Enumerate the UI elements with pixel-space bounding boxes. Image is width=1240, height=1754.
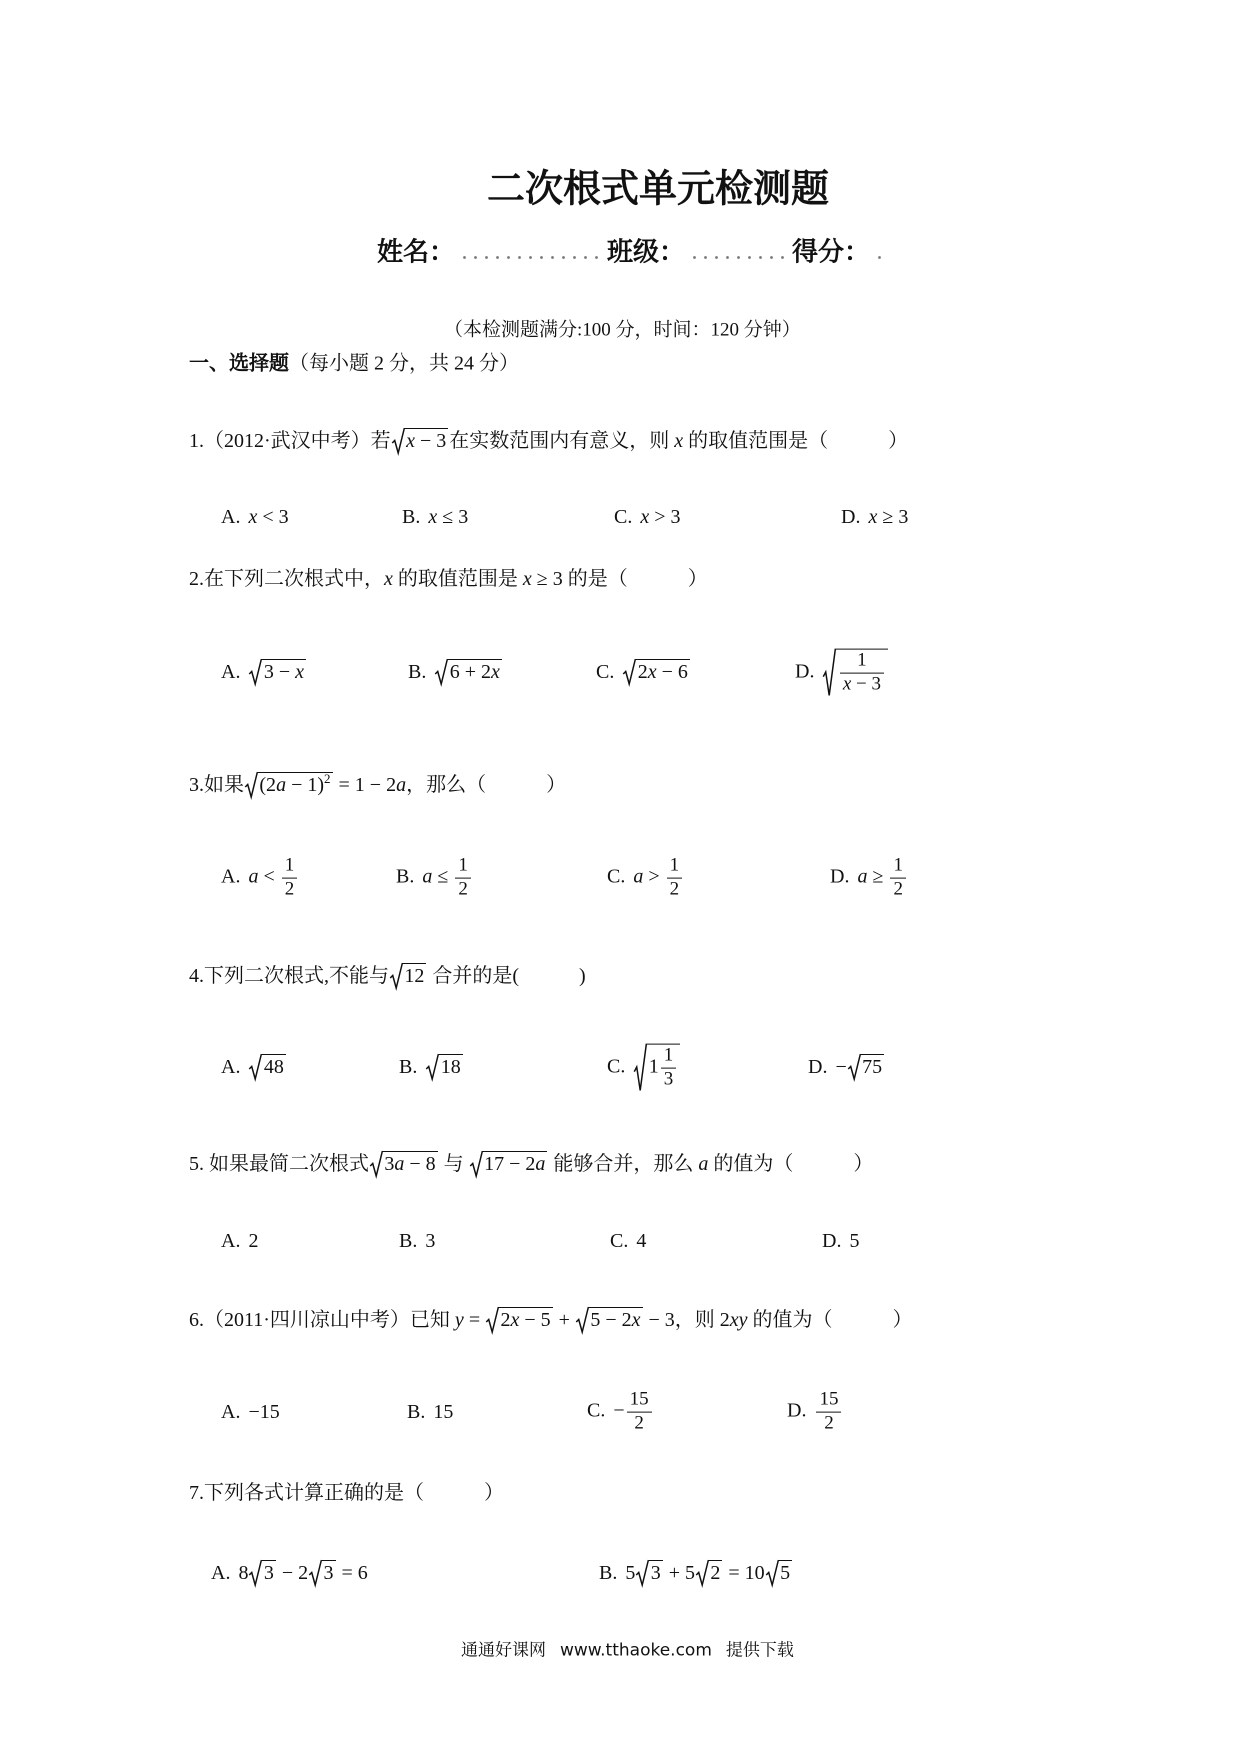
option-label: B.: [408, 661, 427, 683]
option-label: C.: [614, 506, 633, 528]
option-b: [399, 1228, 435, 1254]
math-text: −: [613, 1399, 625, 1422]
option-c: [607, 1044, 681, 1091]
option-b: [402, 504, 468, 530]
numerator: [282, 856, 298, 879]
option-b: [599, 1560, 793, 1586]
option-label: D.: [787, 1399, 807, 1422]
square-root: [426, 1054, 462, 1079]
math-text: = 1 − 2: [333, 774, 397, 796]
math-variable: x: [510, 1309, 520, 1331]
math-text: 2.在下列二次根式中，: [189, 568, 384, 590]
numerator: [816, 1390, 841, 1413]
radical-sign-icon: [245, 772, 257, 797]
option-expression: [857, 854, 907, 900]
option-expression: [425, 1230, 435, 1252]
square-root: [623, 659, 690, 684]
option-expression: [835, 1056, 885, 1078]
denominator: [667, 879, 683, 901]
math-text: 1: [893, 854, 903, 876]
footer-url: www.tthaoke.com: [560, 1640, 712, 1661]
option-label: B.: [396, 865, 415, 888]
name-label: 姓名：: [377, 237, 456, 267]
math-text: 能够合并，那么: [548, 1153, 699, 1175]
math-text: 1: [458, 854, 468, 876]
option-label: C.: [607, 1055, 626, 1078]
math-text: −15: [248, 1401, 280, 1423]
math-text: ≥ 3: [877, 506, 909, 528]
math-text: 7.下列各式计算正确的是（ ）: [189, 1482, 504, 1504]
radicand: [439, 1054, 463, 1079]
math-variable: a: [633, 865, 644, 888]
option-c: [610, 1228, 646, 1254]
math-variable: x: [295, 661, 305, 683]
option-expression: [434, 661, 503, 683]
math-variable: a: [396, 774, 407, 796]
radical-sign-icon: [470, 1151, 482, 1176]
math-text: 3 −: [263, 661, 296, 683]
square-root: [245, 772, 333, 797]
square-root: [309, 1560, 335, 1585]
square-root: [486, 1307, 553, 1332]
math-variable: x: [491, 661, 500, 683]
denominator: [627, 1413, 652, 1435]
math-text: 5: [849, 1230, 860, 1252]
math-text: < 3: [257, 506, 289, 528]
question-4-stem: [189, 963, 586, 989]
math-text: 2: [500, 1309, 511, 1331]
radical-sign-icon: [766, 1560, 778, 1585]
option-c: [607, 856, 684, 901]
option-c: [587, 1390, 654, 1435]
option-label: C.: [587, 1399, 606, 1422]
math-text: 2: [634, 1412, 644, 1434]
math-variable: x: [674, 430, 684, 452]
option-expression: [622, 661, 691, 683]
option-label: C.: [607, 865, 626, 888]
score-label: 得分：: [792, 237, 871, 267]
radicand: [262, 1054, 286, 1079]
option-label: D.: [830, 865, 850, 888]
option-expression: [822, 649, 889, 695]
option-label: B.: [599, 1562, 618, 1584]
radical-sign-icon: [636, 1560, 648, 1585]
option-d: [830, 856, 908, 901]
math-text: 5: [780, 1562, 791, 1584]
denominator: [840, 674, 884, 696]
radicand: [257, 772, 332, 797]
square-root: [435, 659, 502, 684]
question-7-stem: [189, 1480, 504, 1506]
radicand: [836, 649, 888, 696]
math-text: > 3: [649, 506, 681, 528]
option-d: [822, 1228, 859, 1254]
math-text: 75: [862, 1056, 883, 1078]
option-d: [787, 1390, 843, 1435]
math-text: 2: [248, 1230, 259, 1252]
option-label: D.: [822, 1230, 842, 1252]
option-b: [408, 659, 503, 685]
square-root: [390, 963, 426, 988]
section-heading: [189, 347, 519, 376]
square-root: [249, 1054, 285, 1079]
option-c: [614, 504, 681, 530]
option-label: B.: [407, 1401, 426, 1423]
option-expression: [625, 1562, 793, 1584]
radical-sign-icon: [249, 659, 261, 684]
math-text: 2: [458, 878, 468, 900]
radicand: [448, 659, 502, 684]
math-text: 4.下列二次根式,不能与: [189, 965, 389, 987]
math-text: 的取值范围是: [392, 568, 523, 590]
denominator: [661, 1069, 677, 1091]
radicand: [382, 1151, 437, 1176]
option-b: [396, 856, 473, 901]
square-root: [249, 1560, 275, 1585]
math-text: 2: [710, 1562, 721, 1584]
math-variable: x: [406, 430, 415, 452]
option-b: [399, 1054, 464, 1080]
option-label: A.: [221, 1401, 241, 1423]
score-blank: [874, 251, 884, 261]
option-a: [221, 856, 299, 901]
math-text: 的值为（ ）: [708, 1153, 874, 1175]
option-label: A.: [221, 1056, 241, 1078]
option-expression: [428, 506, 468, 528]
math-exponent: 2: [324, 771, 331, 787]
fraction: [816, 1390, 841, 1435]
denominator: [890, 879, 906, 901]
math-text: 1: [857, 649, 867, 671]
footer-suffix: 提供下载: [725, 1640, 794, 1661]
radicand: [262, 659, 306, 684]
class-blank: [689, 251, 784, 261]
math-text: ≤: [432, 865, 454, 888]
radical-sign-icon: [634, 1044, 646, 1091]
square-root: [249, 659, 306, 684]
math-text: 2: [824, 1412, 834, 1434]
math-text: = 10: [723, 1562, 765, 1584]
option-expression: [425, 1056, 463, 1078]
math-text: 3.如果: [189, 774, 244, 796]
section-title: 一、选择题: [189, 352, 289, 375]
math-text: 与: [438, 1153, 469, 1175]
radical-sign-icon: [309, 1560, 321, 1585]
option-a: [221, 1399, 280, 1425]
page-footer: [461, 1636, 794, 1661]
radicand: [636, 659, 690, 684]
option-a: [221, 659, 307, 685]
option-expression: [433, 1401, 453, 1423]
radicand: [262, 1560, 276, 1585]
math-variable: x: [248, 506, 258, 528]
question-3-stem: [189, 772, 566, 798]
radicand: [860, 1054, 884, 1079]
math-text: 3: [323, 1562, 334, 1584]
question-2-stem: [189, 566, 708, 592]
math-text: 3: [384, 1153, 395, 1175]
option-expression: [248, 1230, 258, 1252]
math-variable: a: [276, 774, 287, 796]
math-text: 15: [433, 1401, 454, 1423]
math-text: 1: [648, 1055, 659, 1078]
math-text: 2: [893, 878, 903, 900]
radical-sign-icon: [426, 1054, 438, 1079]
option-label: D.: [795, 660, 815, 683]
square-root: [766, 1560, 792, 1585]
square-root: [576, 1307, 643, 1332]
option-label: D.: [808, 1056, 828, 1078]
option-d: [795, 649, 889, 696]
fraction: [661, 1046, 677, 1091]
math-text: 在实数范围内有意义，则: [449, 430, 675, 452]
math-text: 1: [284, 854, 295, 876]
math-text: ≥: [867, 865, 889, 888]
radicand: [482, 1151, 547, 1176]
fraction: [667, 856, 683, 901]
math-text: >: [643, 865, 665, 888]
radicand: [647, 1044, 681, 1091]
denominator: [455, 879, 471, 901]
math-text: 6 + 2: [449, 661, 492, 683]
option-label: B.: [399, 1230, 418, 1252]
math-text: (2: [259, 774, 277, 796]
square-root: [823, 649, 888, 696]
math-text: − 5: [519, 1309, 551, 1331]
math-text: 8: [238, 1562, 249, 1584]
numerator: [840, 651, 884, 674]
math-variable: y: [454, 1309, 464, 1331]
math-variable: x: [384, 568, 393, 590]
option-d: [808, 1054, 885, 1080]
footer-site-name: 通通好课网: [461, 1640, 546, 1661]
math-variable: x: [868, 506, 878, 528]
option-label: A.: [221, 506, 241, 528]
math-variable: a: [698, 1153, 709, 1175]
math-text: − 3，则 2: [643, 1309, 730, 1331]
denominator: [282, 879, 298, 901]
radical-sign-icon: [576, 1307, 588, 1332]
option-expression: [248, 506, 288, 528]
math-variable: x: [647, 661, 657, 683]
math-text: − 2: [276, 1562, 309, 1584]
fraction: [890, 856, 906, 901]
math-text: + 5: [663, 1562, 696, 1584]
math-text: 6.（2011·四川凉山中考）已知: [189, 1309, 455, 1331]
option-a: [221, 1054, 287, 1080]
option-expression: [248, 661, 307, 683]
math-text: ，那么（ ）: [406, 774, 567, 796]
numerator: [661, 1046, 677, 1069]
math-variable: x: [842, 673, 852, 695]
option-label: C.: [596, 661, 615, 683]
fraction: [627, 1390, 652, 1435]
option-expression: [633, 1044, 681, 1090]
math-text: 1.（2012·武汉中考）若: [189, 430, 391, 452]
math-text: − 6: [656, 661, 688, 683]
option-b: [407, 1399, 453, 1425]
math-text: = 6: [336, 1562, 368, 1584]
math-text: 的值为（ ）: [747, 1309, 913, 1331]
numerator: [455, 856, 471, 879]
radicand: [402, 963, 426, 988]
option-label: C.: [610, 1230, 629, 1252]
math-text: 17 − 2: [484, 1153, 536, 1175]
option-expression: [613, 1388, 653, 1434]
option-a: [221, 1228, 258, 1254]
math-variable: a: [535, 1153, 546, 1175]
name-blank: [459, 251, 599, 261]
radicand: [708, 1560, 722, 1585]
math-text: 15: [629, 1388, 649, 1410]
math-variable: a: [248, 865, 259, 888]
square-root: [848, 1054, 884, 1079]
option-expression: [422, 854, 472, 900]
radical-sign-icon: [249, 1054, 261, 1079]
denominator: [816, 1413, 841, 1435]
option-expression: [814, 1388, 843, 1434]
option-expression: [640, 506, 680, 528]
math-text: 12: [404, 965, 425, 987]
option-a: [221, 504, 289, 530]
fraction: [455, 856, 471, 901]
math-variable: x: [522, 568, 532, 590]
student-info-line: [377, 232, 892, 269]
option-label: A.: [221, 1230, 241, 1252]
question-5-stem: [189, 1151, 873, 1177]
square-root: [634, 1044, 680, 1091]
option-label: A.: [221, 865, 241, 888]
radical-sign-icon: [390, 963, 402, 988]
math-text: 4: [636, 1230, 647, 1252]
option-expression: [636, 1230, 646, 1252]
radical-sign-icon: [392, 428, 404, 453]
math-text: 1: [669, 854, 680, 876]
math-text: +: [553, 1309, 575, 1331]
math-text: 2: [637, 661, 648, 683]
option-label: A.: [221, 661, 241, 683]
math-text: − 8: [404, 1153, 436, 1175]
fraction: [282, 856, 298, 901]
option-label: A.: [211, 1562, 231, 1584]
math-text: 3: [263, 1562, 274, 1584]
math-text: 的取值范围是（ ）: [683, 430, 909, 452]
radical-sign-icon: [370, 1151, 382, 1176]
math-text: 3: [663, 1068, 674, 1090]
radical-sign-icon: [623, 659, 635, 684]
radical-sign-icon: [696, 1560, 708, 1585]
radical-sign-icon: [249, 1560, 261, 1585]
math-variable: a: [394, 1153, 405, 1175]
math-text: 3: [650, 1562, 661, 1584]
option-c: [596, 659, 691, 685]
math-text: 3: [425, 1230, 436, 1252]
radicand: [588, 1307, 642, 1332]
option-expression: [248, 1056, 286, 1078]
radicand: [778, 1560, 792, 1585]
math-text: 48: [263, 1056, 284, 1078]
math-text: 1: [663, 1044, 674, 1066]
math-variable: x: [631, 1309, 641, 1331]
math-variable: a: [422, 865, 433, 888]
page-title: 二次根式单元检测题: [487, 168, 830, 211]
numerator: [627, 1390, 652, 1413]
math-variable: x: [428, 506, 438, 528]
math-text: 5. 如果最简二次根式: [189, 1153, 369, 1175]
square-root: [636, 1560, 662, 1585]
math-variable: a: [857, 865, 868, 888]
radical-sign-icon: [486, 1307, 498, 1332]
option-label: B.: [399, 1056, 418, 1078]
numerator: [890, 856, 906, 879]
option-expression: [248, 854, 299, 900]
option-label: B.: [402, 506, 421, 528]
math-text: ≥ 3 的是（ ）: [531, 568, 708, 590]
option-a: [211, 1560, 368, 1586]
radicand: [322, 1560, 336, 1585]
radical-sign-icon: [848, 1054, 860, 1079]
math-text: 合并的是( ): [427, 965, 586, 987]
math-text: 2: [284, 878, 295, 900]
math-text: <: [258, 865, 280, 888]
math-text: − 3: [851, 673, 881, 695]
exam-note: （本检测题满分:100 分，时间：120 分钟）: [444, 319, 801, 341]
question-6-stem: [189, 1307, 913, 1333]
section-detail: （每小题 2 分，共 24 分）: [289, 352, 519, 375]
option-expression: [238, 1562, 367, 1584]
math-text: −: [835, 1056, 847, 1078]
math-text: ≤ 3: [437, 506, 469, 528]
option-d: [841, 504, 908, 530]
class-label: 班级：: [607, 237, 686, 267]
radicand: [649, 1560, 663, 1585]
math-text: =: [463, 1309, 486, 1331]
radicand: [404, 428, 448, 453]
fraction: [840, 651, 884, 696]
option-expression: [849, 1230, 859, 1252]
math-text: − 1): [286, 774, 325, 796]
option-expression: [633, 854, 684, 900]
radicand: [498, 1307, 552, 1332]
radical-sign-icon: [435, 659, 447, 684]
radical-sign-icon: [823, 649, 835, 696]
square-root: [392, 428, 449, 453]
square-root: [370, 1151, 438, 1176]
math-text: − 3: [414, 430, 447, 452]
math-text: 2: [669, 878, 680, 900]
numerator: [667, 856, 683, 879]
math-text: 5: [625, 1562, 636, 1584]
math-text: 18: [440, 1056, 461, 1078]
option-label: D.: [841, 506, 861, 528]
square-root: [696, 1560, 722, 1585]
option-expression: [868, 506, 908, 528]
math-variable: x: [640, 506, 650, 528]
math-variable: xy: [729, 1309, 748, 1331]
question-1-stem: [189, 428, 908, 454]
option-expression: [248, 1401, 279, 1423]
math-text: 5 − 2: [590, 1309, 632, 1331]
math-text: 15: [819, 1388, 839, 1410]
square-root: [470, 1151, 548, 1176]
